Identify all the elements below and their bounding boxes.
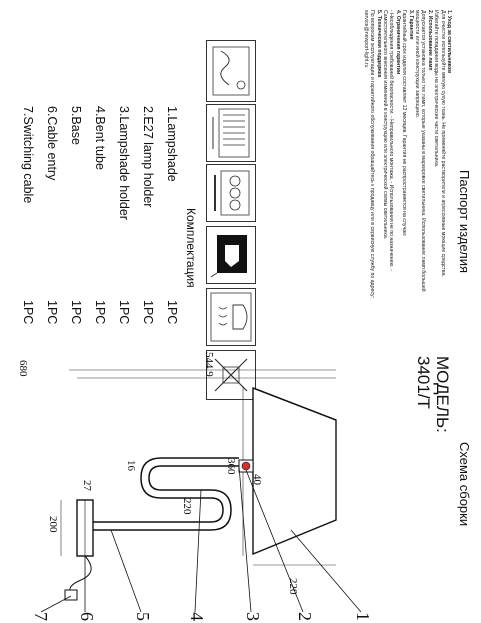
rule-item: 3. Гарантия Гарантийный срок изделия составляет 12 месяцев. Гарантия не распространяется на случаи:	[401, 10, 414, 237]
schema-title: Схема сборки	[457, 442, 472, 527]
dim-holder: 40	[251, 474, 263, 485]
callout-6: 6	[77, 612, 97, 621]
lamp-wattage-icon	[206, 164, 256, 222]
callout-7: 7	[31, 612, 51, 621]
kit-title: Комплектация	[184, 208, 198, 288]
recycle-bin-icon	[206, 226, 256, 284]
rule-item: 2. Использование ламп Допускается установка только тех ламп, которые указаны в маркировке светильника. Использование ламп большей мощности или иной конструкции запрещено.	[413, 10, 433, 292]
callout-4: 4	[187, 612, 207, 621]
list-item: 2.E27 lamp holder 1PC	[141, 106, 155, 325]
care-rules	[362, 10, 452, 298]
callout-5: 5	[133, 612, 153, 621]
list-item: 5.Base 1PC	[69, 106, 83, 325]
callout-2: 2	[295, 612, 315, 621]
dim-tube: 16	[125, 460, 137, 471]
list-item: 7.Switching cable 1PC	[21, 106, 35, 325]
list-item: 3.Lampshade holder 1PC	[117, 106, 131, 325]
dim-tube-gap: 220	[181, 498, 193, 515]
rule-item: 4. Ограничения гарантии - Несоблюдения требований безопасности. - Неправильного монтажа. - Использования не по назначению. - Самостоятельного внесения изменений в конструкцию или электрической схемы светильника.	[381, 10, 401, 271]
dim-shade-height: 220	[287, 578, 299, 595]
lampshade-outline	[253, 388, 336, 554]
list-item: 6.Cable entry 1PC	[45, 106, 59, 325]
dim-base-width: 680	[17, 360, 29, 377]
no-water-icon	[206, 288, 256, 346]
dim-shade-width: 360	[225, 458, 237, 475]
dim-base-offset: 27	[81, 480, 93, 491]
assembly-drawing	[1, 350, 411, 623]
passport-title: Паспорт изделия	[457, 170, 472, 274]
callout-3: 3	[243, 612, 263, 621]
model-label: МОДЕЛЬ: 3401/T	[414, 356, 452, 433]
list-item: 4.Bent tube 1PC	[93, 106, 107, 325]
rule-item: 1. Уход за светильником Для очистки используйте мягкую сухую ткань. Не применяйте растворители и агрессивные моющие средства. Избегайте попадания воды на электрические части светильника.	[433, 10, 452, 277]
dim-total-height: 544.9	[203, 352, 215, 377]
rule-item: 5. Техническая поддержка По вопросам эксплуатации и гарантийного обслуживания обращайтесь к продавцу или в сервисную службу по адресу: service@newport-light.ru	[362, 10, 382, 298]
sun-window-icon	[206, 104, 256, 162]
dim-base-depth: 200	[47, 516, 59, 533]
list-item: 1.Lampshade 1PC	[165, 106, 179, 325]
callout-1: 1	[353, 612, 373, 621]
dry-cloth-icon	[206, 40, 256, 102]
